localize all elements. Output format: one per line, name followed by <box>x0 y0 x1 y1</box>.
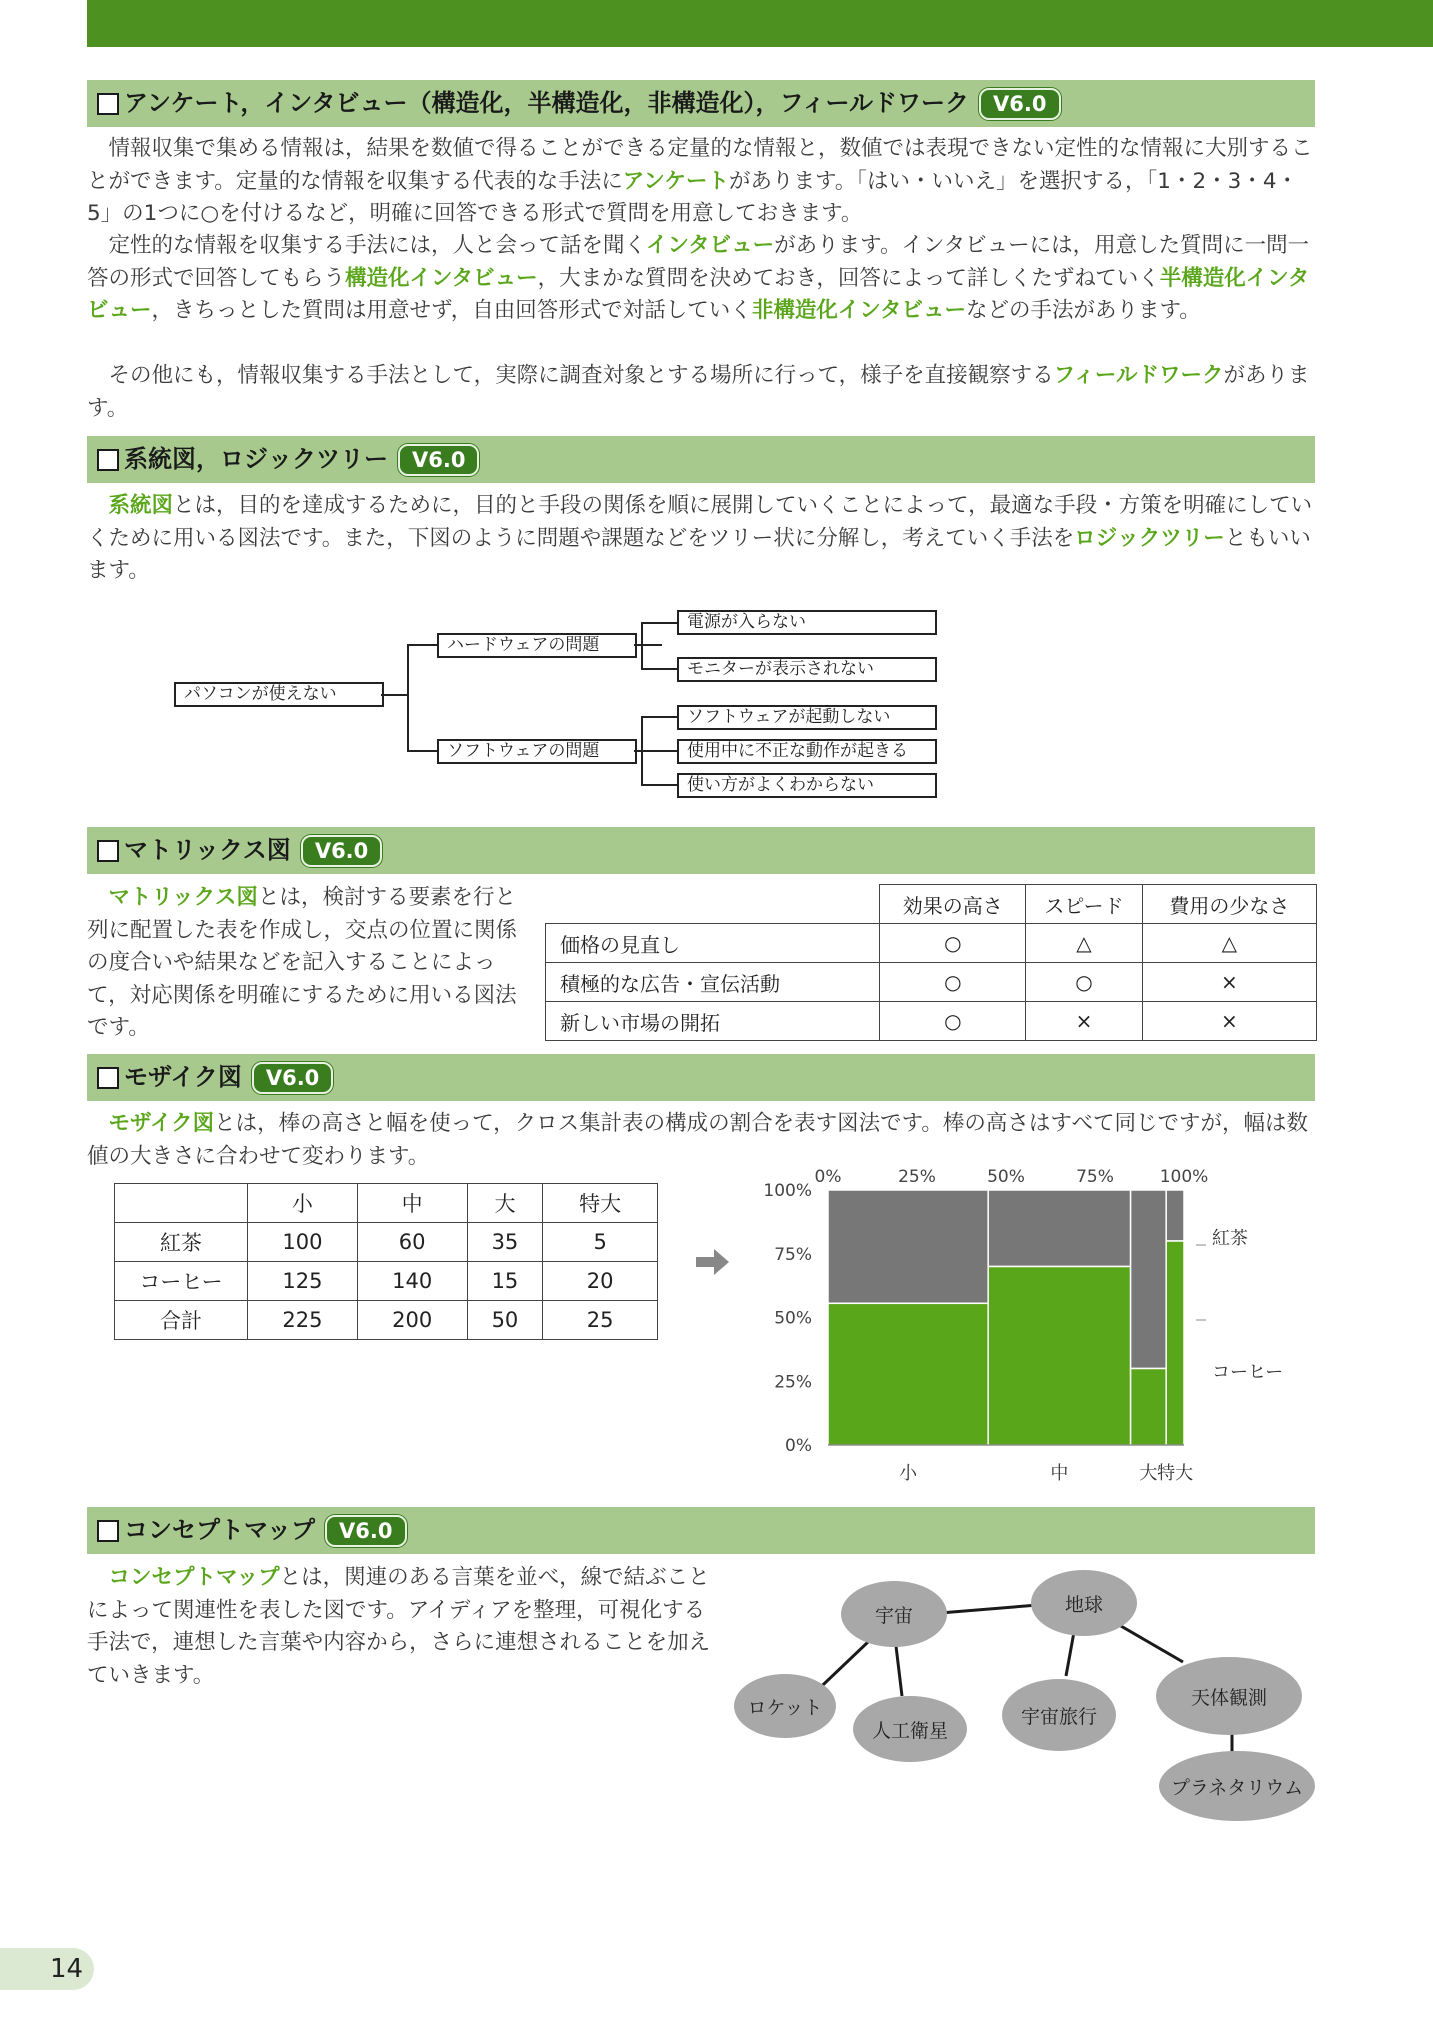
table-header: 小 <box>248 1184 358 1223</box>
table-cell: × <box>1142 1002 1316 1041</box>
legend-label-coffee: コーヒー <box>1212 1362 1284 1383</box>
concept-link <box>896 1646 902 1696</box>
concept-node: 地球 <box>1031 1570 1137 1636</box>
row-label: 紅茶 <box>115 1223 248 1262</box>
table-cell: 25 <box>543 1301 658 1340</box>
paragraph-tree: 系統図とは，目的を達成するために，目的と手段の関係を順に展開していくことによって，最適な手段・方策を明確にしていくために用いる図法です。また，下図のように問題や課題などをツリー状に分解し，考えていく手法をロジックツリーともいいます。 <box>87 493 1313 583</box>
table-cell: 140 <box>357 1262 467 1301</box>
concept-node: プラネタリウム <box>1159 1751 1315 1821</box>
tree-leaf: モニターが表示されない <box>677 657 937 682</box>
concept-link <box>1066 1632 1074 1676</box>
concept-node: 天体観測 <box>1156 1657 1302 1735</box>
section-title: 系統図，ロジックツリー V6.0 <box>124 444 479 476</box>
version-badge: V6.0 <box>301 835 382 867</box>
row-label: コーヒー <box>115 1262 248 1301</box>
paragraph-matrix: マトリックス図とは，検討する要素を行と列に配置した表を作成し，交点の位置に関係の度合いや結果などを記入することによって，対応関係を明確にするために用いる図法です。 <box>87 885 518 1040</box>
version-badge: V6.0 <box>252 1062 333 1094</box>
tree-leaf: ソフトウェアが起動しない <box>677 705 937 730</box>
concept-link <box>940 1605 1038 1613</box>
x-percent-tick: 100% <box>1159 1167 1209 1187</box>
table-cell: 60 <box>357 1223 467 1262</box>
tree-root: パソコンが使えない <box>174 682 384 707</box>
tree-branch-software: ソフトウェアの問題 <box>437 739 637 764</box>
x-percent-tick: 75% <box>1076 1167 1114 1187</box>
section-title: モザイク図 V6.0 <box>124 1062 333 1094</box>
y-percent-tick: 75% <box>774 1244 812 1265</box>
x-percent-tick: 50% <box>987 1167 1025 1187</box>
row-label: 合計 <box>115 1301 248 1340</box>
y-percent-tick: 25% <box>774 1372 812 1393</box>
row-label: 価格の見直し <box>546 924 880 963</box>
table-cell: 35 <box>467 1223 543 1262</box>
table-cell: 100 <box>248 1223 358 1262</box>
table-cell: △ <box>1142 924 1316 963</box>
paragraph-mosaic: モザイク図とは，棒の高さと幅を使って，クロス集計表の構成の割合を表す図法です。棒の高さはすべて同じですが，幅は数値の大きさに合わせて変わります。 <box>87 1111 1309 1169</box>
table-cell: 50 <box>467 1301 543 1340</box>
concept-link <box>1114 1622 1183 1662</box>
table-cell: △ <box>1026 924 1142 963</box>
legend-label-tea: 紅茶 <box>1212 1228 1248 1249</box>
paragraph-survey-1: 情報収集で集める情報は，結果を数値で得ることができる定量的な情報と，数値では表現できない定性的な情報に大別することができます。定量的な情報を収集する代表的な手法にアンケートがあります。「はい・いいえ」を選択する，「1・2・3・4・5」の1つに○を付けるなど，明確に回答できる形式で質問を用意しておきます。 <box>87 136 1313 226</box>
table-cell: 200 <box>357 1301 467 1340</box>
table-cell: × <box>1142 963 1316 1002</box>
version-badge: V6.0 <box>325 1515 406 1547</box>
section-title: マトリックス図 V6.0 <box>124 835 382 867</box>
version-badge: V6.0 <box>398 444 479 476</box>
tree-leaf: 電源が入らない <box>677 610 937 635</box>
section-title: アンケート，インタビュー（構造化，半構造化，非構造化），フィールドワーク V6.0 <box>124 88 1061 120</box>
table-header: 大 <box>467 1184 543 1223</box>
table-cell: 125 <box>248 1262 358 1301</box>
x-category-label: 特大 <box>1157 1463 1194 1484</box>
table-cell: 20 <box>543 1262 658 1301</box>
concept-node: 宇宙旅行 <box>1002 1679 1116 1751</box>
tree-branch-hardware: ハードウェアの問題 <box>437 633 637 658</box>
x-percent-tick: 25% <box>898 1167 936 1187</box>
table-header: 中 <box>357 1184 467 1223</box>
row-label: 新しい市場の開拓 <box>546 1002 880 1041</box>
table-header: 費用の少なさ <box>1142 885 1316 924</box>
paragraph-concept: コンセプトマップとは，関連のある言葉を並べ，線で結ぶことによって関連性を表した図です。アイディアを整理，可視化する手法で，連想した言葉や内容から，さらに連想されることを加えていきます。 <box>87 1565 711 1688</box>
concept-node: 宇宙 <box>841 1581 947 1647</box>
concept-node: 人工衛星 <box>853 1696 967 1762</box>
page-number-tab <box>0 1948 94 1990</box>
y-percent-tick: 100% <box>763 1181 812 1201</box>
tree-leaf: 使用中に不正な動作が起きる <box>677 739 937 764</box>
table-cell: × <box>1026 1002 1142 1041</box>
row-label: 積極的な広告・宣伝活動 <box>546 963 880 1002</box>
y-percent-tick: 50% <box>774 1308 812 1329</box>
x-percent-tick: 0% <box>814 1167 842 1187</box>
table-cell: ○ <box>880 924 1026 963</box>
version-badge: V6.0 <box>979 88 1060 120</box>
x-category-label: 小 <box>899 1463 918 1484</box>
table-cell: 15 <box>467 1262 543 1301</box>
tree-leaf: 使い方がよくわからない <box>677 773 937 798</box>
section-title: コンセプトマップ V6.0 <box>124 1515 407 1547</box>
table-cell: 5 <box>543 1223 658 1262</box>
table-header: 特大 <box>543 1184 658 1223</box>
table-cell: ○ <box>1026 963 1142 1002</box>
table-cell: ○ <box>880 963 1026 1002</box>
table-cell: ○ <box>880 1002 1026 1041</box>
x-category-label: 大 <box>1139 1463 1158 1484</box>
x-category-label: 中 <box>1050 1463 1069 1484</box>
table-header: 効果の高さ <box>880 885 1026 924</box>
concept-node: ロケット <box>734 1674 836 1738</box>
table-cell: 225 <box>248 1301 358 1340</box>
paragraph-survey-2: 定性的な情報を収集する手法には，人と会って話を聞くインタビューがあります。インタビューには，用意した質問に一問一答の形式で回答してもらう構造化インタビュー，大まかな質問を決めておき，回答によって詳しくたずねていく半構造化インタビュー，きちっとした質問は用意せず，自由回答形式で対話していく非構造化インタビューなどの手法があります。 <box>87 233 1310 323</box>
y-percent-tick: 0% <box>785 1436 812 1456</box>
page-number: 14 <box>50 1954 84 1984</box>
paragraph-survey-3: その他にも，情報収集する手法として，実際に調査対象とする場所に行って，様子を直接観察するフィールドワークがあります。 <box>87 363 1310 421</box>
table-header: スピード <box>1026 885 1142 924</box>
